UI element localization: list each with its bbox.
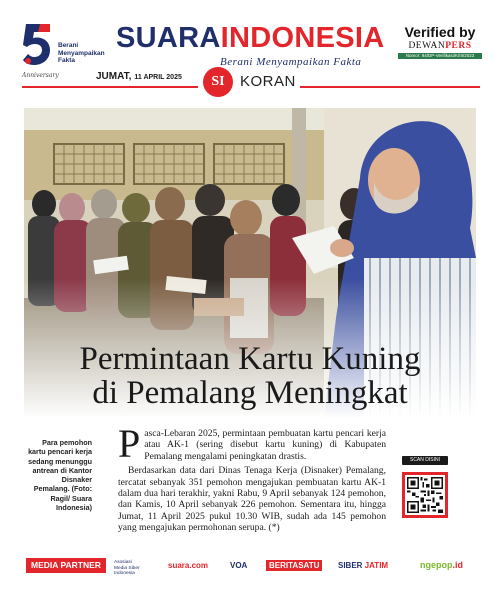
- headline-line-2: di Pemalang Meningkat: [92, 375, 408, 411]
- partner-voa[interactable]: VOA: [230, 561, 248, 570]
- verified-label: Verified by: [404, 24, 476, 40]
- partner-ngepop[interactable]: ngepop.id: [420, 560, 463, 570]
- dewan-pers-label: DEWANPERS: [408, 41, 472, 51]
- media-partner-label: MEDIA PARTNER: [26, 558, 106, 573]
- anniversary-5-logo: [20, 22, 54, 66]
- brand-title: SUARAINDONESIA: [116, 22, 385, 54]
- partner-amsi[interactable]: Asosiasi Media Siber Indonesia: [114, 560, 140, 576]
- anniversary-text: Anniversary: [22, 72, 59, 79]
- article-paragraph-1: Pasca-Lebaran 2025, permintaan pembuatan kartu pencari kerja atau AK-1 (sering disebut kartu kuning) di Kabupaten Pemalang mengalami peningkatan drastis.: [118, 421, 386, 466]
- media-partner-bar: [0, 556, 500, 576]
- masthead: [0, 0, 500, 108]
- article-body: [118, 421, 386, 537]
- verification-number: Nomor: 94/DP-Verifikasi/K/III/2023: [398, 53, 482, 59]
- photo-caption: Para pemohon kartu pencari kerja sedang menunggu antrean di Kantor Disnaker Pemalang. (Foto: Ragil/ Suara Indonesia): [28, 438, 92, 513]
- scan-here-label: SCAN DISINI: [402, 456, 448, 465]
- si-logo-badge: SI: [203, 67, 233, 97]
- verified-badge: [398, 24, 482, 59]
- article-headline: [20, 342, 480, 410]
- koran-label: KORAN: [240, 73, 296, 90]
- partner-beritasatu[interactable]: BERITASATU: [266, 560, 322, 571]
- article-paragraph-2: Berdasarkan data dari Dinas Tenaga Kerja (Disnaker) Pemalang, tercatat sebanyak 351 pemohon mengajukan pembuatan kartu AK-1 dalam dua hari terakhir, yakni Rabu, 9 April sebanyak 124 pemohon, dan Kamis, 10 April sebanyak 226 pemohon. Sementara itu, hingga Jumat, 11 April 2025 pukul 10.30 WIB, sudah ada 145 pemohon yang mengajukan permohonan serupa. (*): [118, 465, 386, 534]
- issue-date: JUMAT, 11 APRIL 2025: [96, 71, 182, 82]
- header-rule-right: [300, 86, 480, 88]
- header-rule-left: [22, 86, 198, 88]
- qr-code[interactable]: [402, 472, 448, 518]
- drop-cap: P: [118, 421, 141, 466]
- logo-tagline: Berani Menyampaikan Fakta: [58, 42, 105, 64]
- brand-tagline: Berani Menyampaikan Fakta: [220, 56, 362, 68]
- headline-line-1: Permintaan Kartu Kuning: [79, 341, 421, 377]
- partner-siber-jatim[interactable]: SIBER JATIM: [338, 561, 389, 570]
- qr-code-icon: [407, 477, 443, 513]
- partner-suara[interactable]: suara.com: [168, 561, 209, 570]
